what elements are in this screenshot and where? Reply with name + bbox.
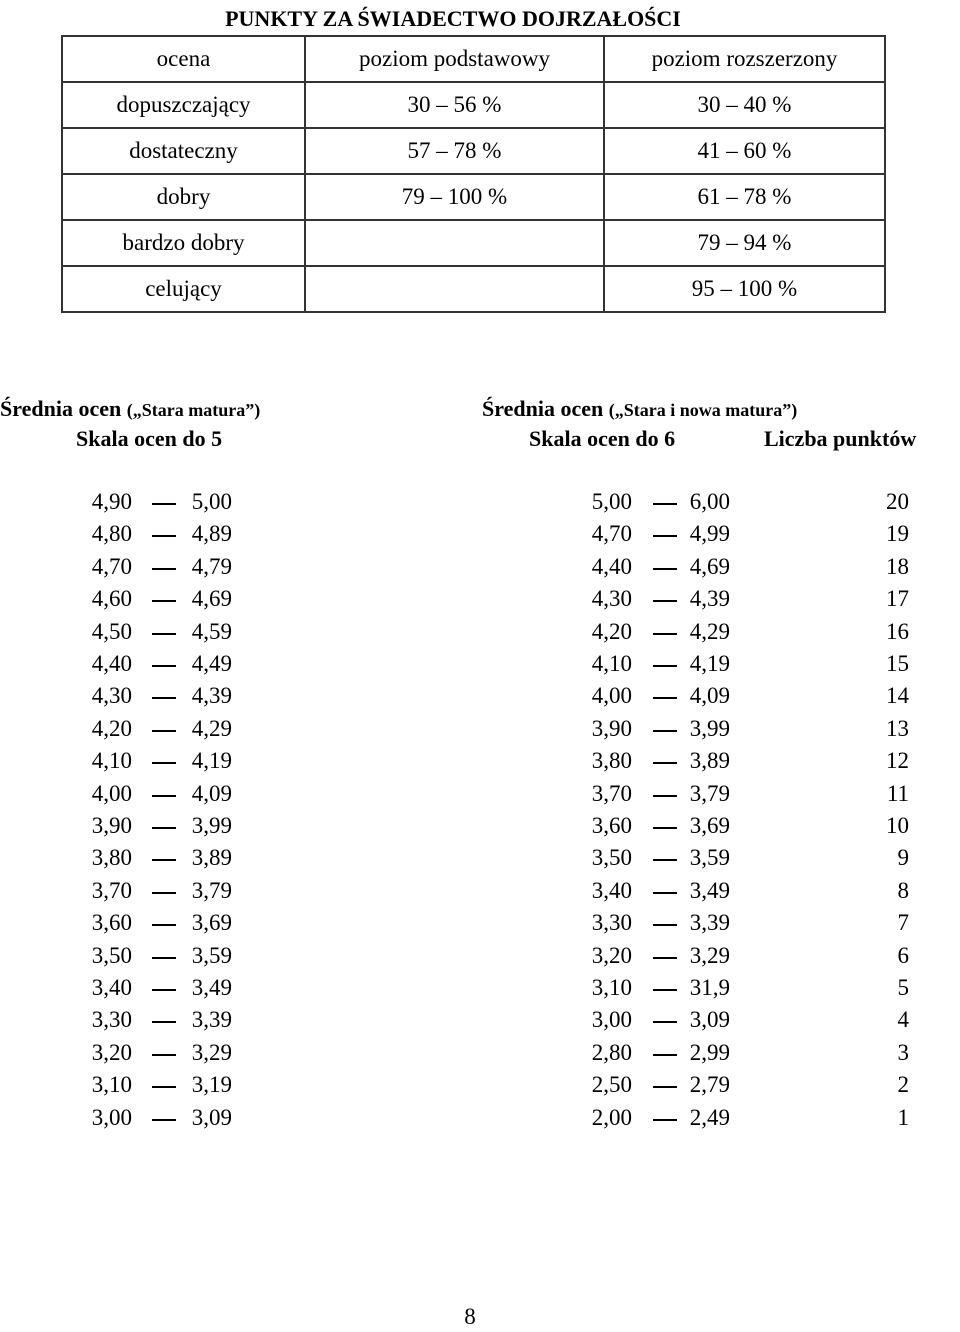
left-heading-scale: Skala ocen do 5	[76, 426, 223, 451]
header-cell-grade: ocena	[62, 36, 305, 82]
basic-range-cell: 79 – 100 %	[305, 174, 604, 220]
points-row	[0, 972, 960, 1004]
points-value: 19	[886, 521, 909, 547]
right-heading-subtitle: („Stara i nowa matura”)	[608, 400, 798, 420]
grade-cell: dostateczny	[62, 128, 305, 174]
points-row	[0, 778, 960, 810]
right-range-from: 4,20	[591, 618, 632, 644]
right-range-to: 4,09	[689, 683, 730, 709]
left-range-from: 4,30	[91, 683, 132, 709]
right-range-to: 3,09	[689, 1007, 730, 1033]
left-range-to: 4,29	[191, 715, 232, 741]
left-range-from: 4,60	[91, 586, 132, 612]
basic-range-cell: 57 – 78 %	[305, 128, 604, 174]
left-range-to: 3,09	[191, 1104, 232, 1130]
right-range-from: 2,80	[591, 1039, 632, 1065]
right-heading-line1	[482, 394, 797, 425]
grade-cell: celujący	[62, 266, 305, 312]
left-range-from: 3,10	[91, 1072, 132, 1098]
right-range-from: 2,00	[591, 1104, 632, 1130]
left-range-from: 4,50	[91, 618, 132, 644]
points-heading: Liczba punktów	[764, 426, 917, 451]
right-range-from: 3,20	[591, 942, 632, 968]
points-row	[0, 745, 960, 777]
left-range-to: 4,69	[191, 586, 232, 612]
points-row	[0, 940, 960, 972]
right-range-to: 3,89	[689, 748, 730, 774]
left-range-to: 3,79	[191, 877, 232, 903]
points-value: 15	[886, 651, 909, 676]
basic-range-cell	[305, 220, 604, 266]
right-range-to: 4,39	[689, 586, 730, 612]
grade-cell: dopuszczający	[62, 82, 305, 128]
points-value: 2	[897, 1072, 909, 1098]
points-value: 14	[886, 683, 909, 709]
right-range-to: 31,9	[689, 975, 730, 1000]
points-value: 18	[886, 553, 909, 579]
left-range-from: 3,20	[91, 1039, 132, 1065]
left-range-from: 3,90	[91, 813, 132, 838]
right-range-from: 3,50	[591, 845, 632, 871]
left-range-from: 3,50	[91, 942, 132, 968]
left-range-to: 3,89	[191, 845, 232, 871]
left-range-to: 3,59	[191, 942, 232, 968]
left-range-from: 4,70	[91, 553, 132, 579]
right-range-from: 5,00	[591, 489, 632, 514]
right-range-to: 3,49	[689, 877, 730, 903]
page-title: PUNKTY ZA ŚWIADECTWO DOJRZAŁOŚCI	[225, 6, 681, 31]
left-range-from: 3,30	[91, 1007, 132, 1033]
left-range-from: 3,00	[91, 1104, 132, 1130]
right-range-from: 3,10	[591, 975, 632, 1000]
points-value: 1	[897, 1104, 909, 1130]
left-range-from: 3,80	[91, 845, 132, 871]
right-range-to: 3,69	[689, 813, 730, 838]
right-range-from: 3,90	[591, 715, 632, 741]
points-row	[0, 583, 960, 615]
grades-row	[62, 220, 885, 266]
right-range-to: 4,29	[689, 618, 730, 644]
grades-row	[62, 266, 885, 312]
right-range-to: 2,99	[689, 1039, 730, 1065]
left-range-to: 4,19	[191, 748, 232, 774]
points-value: 3	[897, 1039, 909, 1065]
points-value: 11	[886, 780, 909, 806]
right-range-to: 4,69	[689, 553, 730, 579]
left-range-from: 3,40	[91, 975, 132, 1000]
grades-row	[62, 82, 885, 128]
points-value: 8	[897, 877, 909, 903]
grades-table	[61, 35, 886, 313]
right-heading-scale: Skala ocen do 6	[529, 426, 676, 451]
left-range-from: 3,60	[91, 910, 132, 936]
left-range-to: 3,29	[191, 1039, 232, 1065]
points-row	[0, 907, 960, 939]
header-cell-basic: poziom podstawowy	[305, 36, 604, 82]
right-range-to: 2,79	[689, 1072, 730, 1098]
points-value: 4	[897, 1007, 909, 1033]
right-range-to: 3,29	[689, 942, 730, 968]
right-range-to: 4,19	[689, 651, 730, 676]
left-range-to: 4,49	[191, 651, 232, 676]
points-row	[0, 680, 960, 712]
right-range-from: 4,00	[591, 683, 632, 709]
points-value: 13	[886, 715, 909, 741]
left-range-from: 4,40	[91, 651, 132, 676]
right-range-to: 6,00	[689, 489, 730, 514]
right-heading-title: Średnia ocen	[482, 396, 604, 421]
left-range-from: 4,10	[91, 748, 132, 774]
left-range-to: 3,69	[191, 910, 232, 936]
left-range-to: 4,39	[191, 683, 232, 709]
left-range-from: 3,70	[91, 877, 132, 903]
right-range-to: 3,79	[689, 780, 730, 806]
right-range-from: 3,80	[591, 748, 632, 774]
right-range-from: 3,30	[591, 910, 632, 936]
basic-range-cell	[305, 266, 604, 312]
left-range-to: 4,89	[191, 521, 232, 547]
points-value: 20	[886, 489, 909, 514]
points-row	[0, 1102, 960, 1134]
left-range-from: 4,90	[91, 489, 132, 514]
right-range-to: 2,49	[689, 1104, 730, 1130]
grades-row	[62, 128, 885, 174]
grade-cell: dobry	[62, 174, 305, 220]
points-row	[0, 1037, 960, 1069]
left-heading-title: Średnia ocen	[0, 396, 122, 421]
right-range-from: 4,30	[591, 586, 632, 612]
right-range-from: 4,10	[591, 651, 632, 676]
left-range-to: 4,79	[191, 553, 232, 579]
points-value: 12	[886, 748, 909, 774]
basic-range-cell: 30 – 56 %	[305, 82, 604, 128]
grade-cell: bardzo dobry	[62, 220, 305, 266]
left-range-to: 5,00	[191, 489, 232, 514]
points-row	[0, 810, 960, 842]
points-value: 16	[886, 618, 909, 644]
right-range-from: 4,70	[591, 521, 632, 547]
left-range-from: 4,80	[91, 521, 132, 547]
points-row	[0, 875, 960, 907]
points-value: 6	[897, 942, 909, 968]
right-range-to: 3,59	[689, 845, 730, 871]
points-row	[0, 518, 960, 550]
left-range-from: 4,20	[91, 715, 132, 741]
left-range-from: 4,00	[91, 780, 132, 806]
right-range-from: 3,40	[591, 877, 632, 903]
right-range-from: 3,00	[591, 1007, 632, 1033]
left-range-to: 3,39	[191, 1007, 232, 1033]
grades-row	[62, 174, 885, 220]
left-heading-line1	[0, 394, 260, 425]
extended-range-cell: 79 – 94 %	[604, 220, 885, 266]
left-range-to: 3,99	[191, 813, 232, 838]
grades-header-row	[62, 36, 885, 82]
left-range-to: 4,59	[191, 618, 232, 644]
points-row	[0, 616, 960, 648]
extended-range-cell: 61 – 78 %	[604, 174, 885, 220]
header-cell-extended: poziom rozszerzony	[604, 36, 885, 82]
points-value: 10	[886, 813, 909, 838]
extended-range-cell: 30 – 40 %	[604, 82, 885, 128]
points-row	[0, 486, 960, 518]
points-row	[0, 551, 960, 583]
right-range-from: 3,70	[591, 780, 632, 806]
right-range-to: 3,99	[689, 715, 730, 741]
points-row	[0, 842, 960, 874]
left-range-to: 3,19	[191, 1072, 232, 1098]
points-row	[0, 1004, 960, 1036]
left-range-to: 4,09	[191, 780, 232, 806]
right-range-to: 3,39	[689, 910, 730, 936]
right-range-to: 4,99	[689, 521, 730, 547]
extended-range-cell: 95 – 100 %	[604, 266, 885, 312]
points-value: 7	[897, 910, 909, 936]
extended-range-cell: 41 – 60 %	[604, 128, 885, 174]
page-number: 8	[464, 1304, 476, 1329]
right-range-from: 4,40	[591, 553, 632, 579]
points-row	[0, 648, 960, 680]
left-heading-subtitle: („Stara matura”)	[126, 400, 261, 420]
points-row	[0, 1069, 960, 1101]
right-range-from: 3,60	[591, 813, 632, 838]
left-range-to: 3,49	[191, 975, 232, 1000]
points-value: 17	[886, 586, 909, 612]
points-row	[0, 713, 960, 745]
grades-table-body	[62, 36, 885, 312]
points-value: 9	[897, 845, 909, 871]
right-range-from: 2,50	[591, 1072, 632, 1098]
points-value: 5	[897, 975, 909, 1000]
